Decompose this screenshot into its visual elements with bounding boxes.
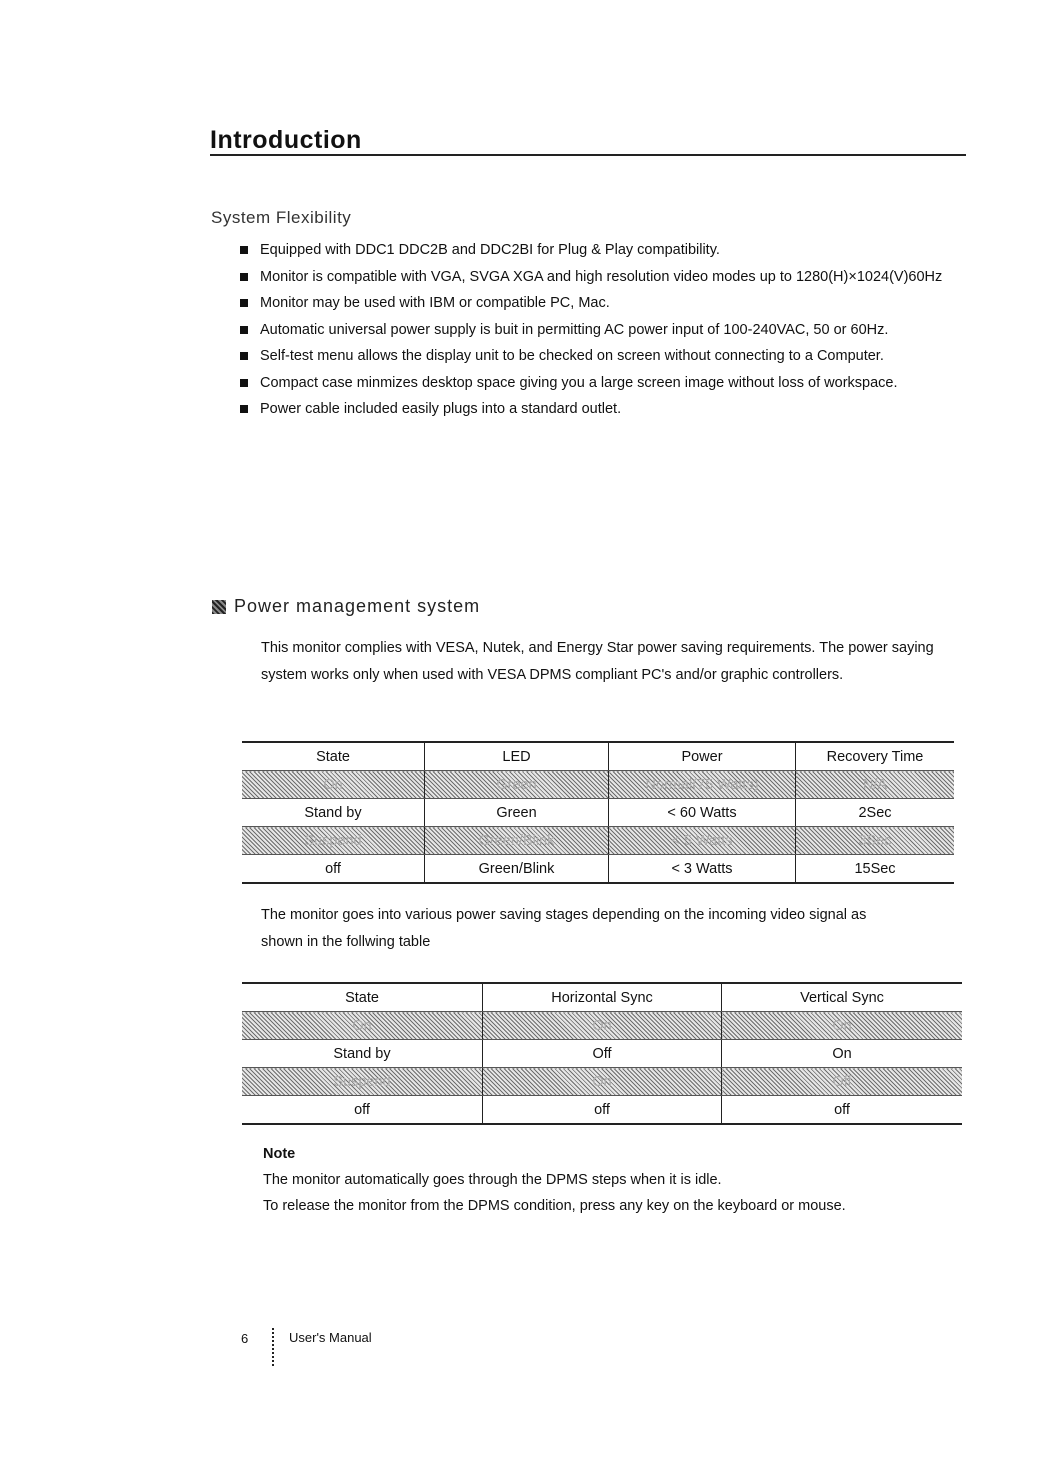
table-cell: 15Sec [796,855,955,884]
page-title: Introduction [210,126,362,154]
table-cell: Normal(75 Watts) [609,771,796,799]
feature-item [240,370,970,397]
table-cell: Off [483,1040,722,1068]
feature-item [240,264,970,291]
feature-item [240,290,970,317]
bullet-square-icon [240,405,248,413]
table-cell: Green [425,799,609,827]
footer-divider [272,1328,274,1366]
table-cell: On [722,1040,963,1068]
table-cell: Green/Blink [425,855,609,884]
page-number: 6 [241,1331,249,1346]
footer-label: User's Manual [289,1330,372,1345]
bullet-square-icon [240,246,248,254]
bullet-square-icon [240,379,248,387]
table-cell: Green [425,771,609,799]
feature-text: Equipped with DDC1 DDC2B and DDC2BI for Plug & Play compatibility. [260,242,720,258]
power-intro-paragraph: This monitor complies with VESA, Nutek, and Energy Star power saving requirements. The power saying system works only when used with VESA DPMS compliant PC's and/or graphic controllers. [261,640,934,683]
table-cell: off [722,1096,963,1125]
table-cell: Off [722,1068,963,1096]
table-cell: off [242,855,425,884]
feature-text: Automatic universal power supply is buit in permitting AC power input of 100-240VAC, 50 or 60Hz. [260,321,889,338]
bullet-square-icon [240,299,248,307]
sync-description-paragraph: The monitor goes into various power saving stages depending on the incoming video signal as shown in the follwing table [261,907,867,950]
table-cell: Stand by [242,1040,483,1068]
table-row [242,1012,962,1040]
bullet-square-icon [240,326,248,334]
feature-text: Compact case minmizes desktop space giving you a large screen image without loss of workspace. [260,374,898,391]
table-row [242,799,954,827]
power-state-table [242,741,954,884]
note-title: Note [263,1146,296,1162]
feature-text: Monitor may be used with IBM or compatible PC, Mac. [260,295,610,311]
table-header-row [242,983,962,1012]
feature-item [240,317,970,344]
feature-item [240,237,970,264]
header-cell: Recovery Time [796,742,955,771]
table-cell: Stand by [242,799,425,827]
feature-list [240,237,970,423]
table-row [242,855,954,884]
table-cell: On [483,1012,722,1040]
header-cell: State [242,742,425,771]
table-cell: Suspend [242,827,425,855]
table-cell: On [722,1012,963,1040]
table-cell: On [483,1068,722,1096]
table-cell: On [242,771,425,799]
table-cell: N/A [796,771,955,799]
hatched-square-icon [212,600,226,614]
feature-text: Power cable included easily plugs into a standard outlet. [260,401,622,417]
table-cell: Green/Blink [425,827,609,855]
feature-item [240,343,970,370]
header-cell: LED [425,742,609,771]
note-line: To release the monitor from the DPMS condition, press any key on the keyboard or mouse. [263,1198,846,1214]
table-row [242,827,954,855]
table-cell: 2Sec [796,799,955,827]
system-flexibility-heading: System Flexibility [211,208,352,227]
table-cell: off [242,1096,483,1125]
header-cell: Vertical Sync [722,983,963,1012]
header-cell: Horizontal Sync [483,983,722,1012]
table-cell: Suspend [242,1068,483,1096]
table-cell: < 60 Watts [609,799,796,827]
table-cell: off [483,1096,722,1125]
bullet-square-icon [240,352,248,360]
table-cell: On [242,1012,483,1040]
table-cell: < 5 Watts [609,827,796,855]
header-cell: State [242,983,483,1012]
header-cell: Power [609,742,796,771]
feature-item [240,396,970,423]
note-line: The monitor automatically goes through the DPMS steps when it is idle. [263,1172,722,1188]
bullet-square-icon [240,273,248,281]
feature-text: Monitor is compatible with VGA, SVGA XGA and high resolution video modes up to 1280(H)×1024(V)60Hz [260,268,943,285]
power-management-heading [212,596,480,617]
table-row [242,1096,962,1125]
sync-state-table [242,982,962,1125]
table-row [242,1068,962,1096]
table-row [242,771,954,799]
title-underline [210,154,966,156]
table-header-row [242,742,954,771]
table-cell: < 3 Watts [609,855,796,884]
table-row [242,1040,962,1068]
table-cell: 3Sec [796,827,955,855]
power-management-heading-text: Power management system [234,596,481,616]
feature-text: Self-test menu allows the display unit to be checked on screen without connecting to a Computer. [260,348,884,364]
